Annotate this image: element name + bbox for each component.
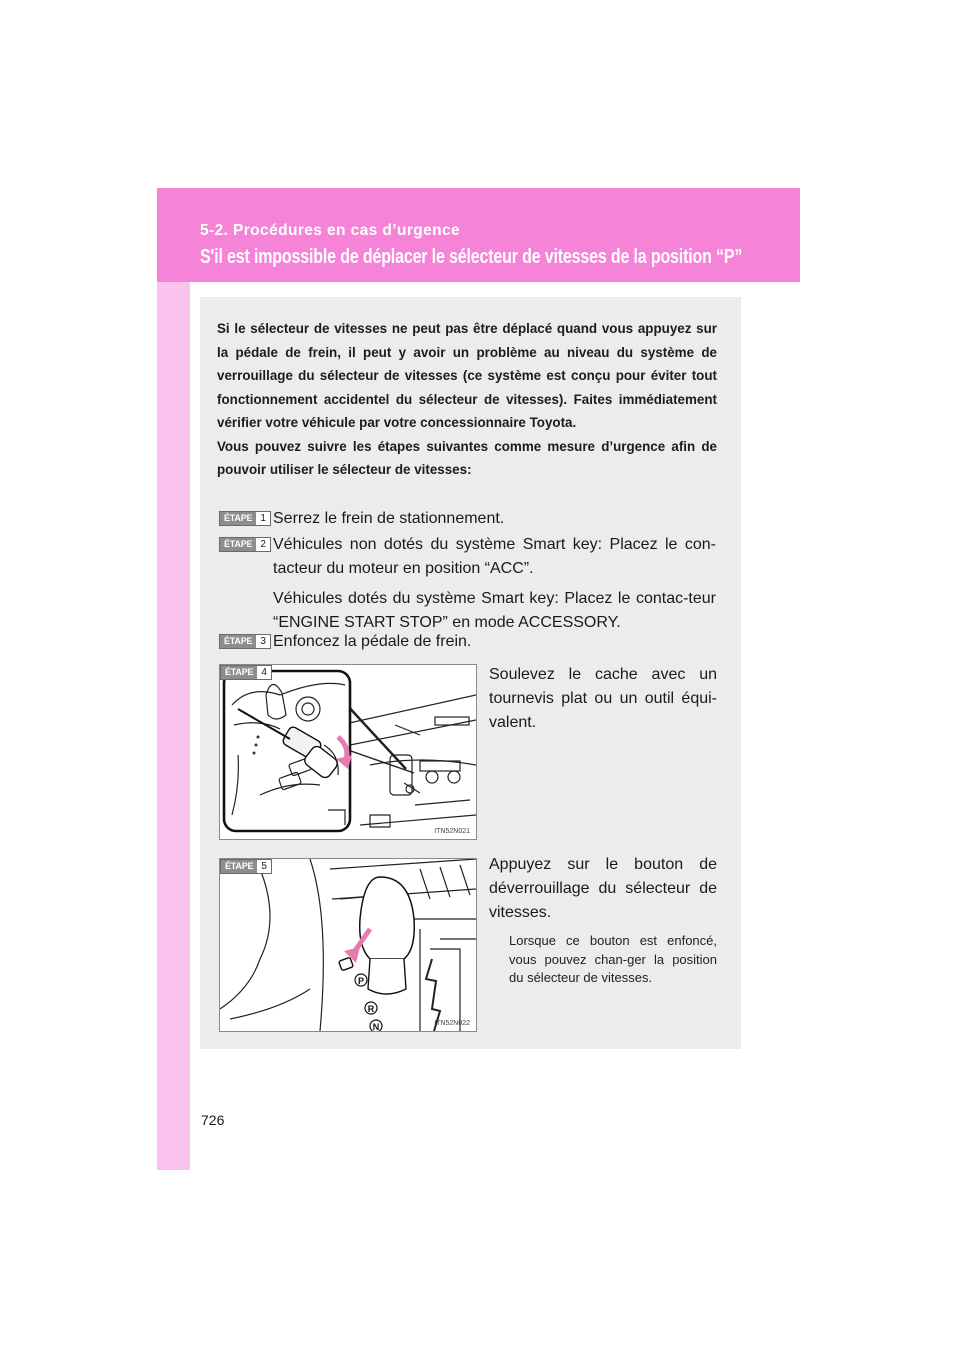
step-2-text — [273, 533, 716, 635]
step-3-badge — [219, 634, 271, 649]
intro-text — [217, 317, 717, 482]
step-5-note: Lorsque ce bouton est enfoncé, vous pouvez chan-ger la position du sélecteur de vitesses. — [509, 933, 717, 985]
page-title: S'il est impossible de déplacer le sélecteur de vitesses de la position “P” — [200, 246, 743, 268]
step-badge-word: ÉTAPE — [220, 512, 256, 525]
step-2-badge — [219, 537, 271, 552]
step-badge-word: ÉTAPE — [220, 635, 256, 648]
step-badge-number: 5 — [261, 861, 267, 872]
step-4-badge — [220, 665, 272, 680]
gear-letter-r: R — [367, 1004, 375, 1014]
step-badge-number: 4 — [261, 667, 267, 678]
step-5-illustration — [219, 858, 477, 1032]
step-2-instruction-alt: Véhicules dotés du système Smart key: Placez le contac-teur “ENGINE START STOP” en mode ACCESSORY. — [273, 590, 716, 631]
shift-lever-illustration — [220, 859, 476, 1031]
step-badge-word: ÉTAPE — [221, 666, 257, 679]
step-badge-word: ÉTAPE — [220, 538, 256, 551]
gear-letter-n: N — [372, 1022, 380, 1031]
step-3-text — [273, 630, 716, 654]
step-4-illustration — [219, 664, 477, 840]
page-number: 726 — [201, 1112, 225, 1128]
figure-code: ITN52N021 — [434, 828, 470, 835]
gear-letter-p: P — [357, 976, 365, 986]
step-1-text — [273, 507, 716, 531]
step-badge-number: 1 — [260, 513, 266, 524]
step-badge-number: 3 — [260, 636, 266, 647]
step-5-badge — [220, 859, 272, 874]
figure-code: ITN52N022 — [434, 1020, 470, 1027]
side-strip — [157, 188, 190, 1170]
step-4-text — [489, 663, 717, 735]
intro-paragraph-2: Vous pouvez suivre les étapes suivantes comme mesure d’urgence afin de pouvoir utiliser le sélecteur de vitesses: — [217, 438, 717, 477]
step-badge-number: 2 — [260, 539, 266, 550]
intro-paragraph-1: Si le sélecteur de vitesses ne peut pas être déplacé quand vous appuyez sur la pédale de frein, il peut y avoir un problème au niveau du système de verrouillage du sélecteur de vitesses (ce système est conçu pour éviter tout fonctionnement accidentel du sélecteur de vitesses). Faites immédiatement vérifier votre véhicule par votre concessionnaire Toyota. — [217, 321, 717, 430]
section-label: 5-2. Procédures en cas d’urgence — [200, 222, 461, 239]
step-1-instruction: Serrez le frein de stationnement. — [273, 510, 505, 527]
step-badge-word: ÉTAPE — [221, 860, 257, 873]
step-5-text — [489, 853, 717, 925]
dashboard-illustration — [220, 665, 476, 839]
step-1-badge — [219, 511, 271, 526]
step-3-instruction: Enfoncez la pédale de frein. — [273, 633, 472, 650]
step-5-instruction: Appuyez sur le bouton de déverrouillage du sélecteur de vitesses. — [489, 856, 717, 921]
step-4-instruction: Soulevez le cache avec un tournevis plat ou un outil équi-valent. — [489, 666, 717, 731]
step-2-instruction: Véhicules non dotés du système Smart key: Placez le con-tacteur du moteur en position “ACC”. — [273, 536, 716, 577]
